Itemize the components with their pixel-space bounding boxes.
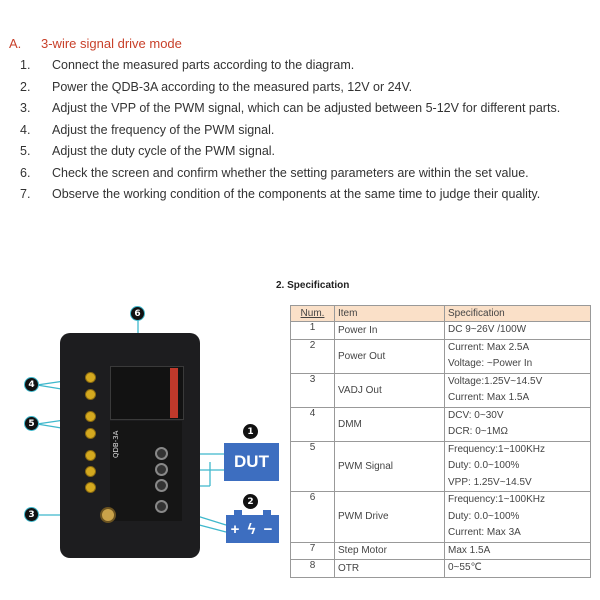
device-brand-strip: [170, 368, 178, 418]
step-text: Adjust the VPP of the PWM signal, which can be adjusted between 5-12V for different parts.: [52, 101, 561, 115]
section-title: 3-wire signal drive mode: [41, 36, 182, 51]
spec-line: Current: Max 3A: [448, 527, 521, 538]
device-panel: [110, 421, 182, 521]
cell-spec: [445, 492, 591, 543]
device-label: QDB-3A: [112, 430, 120, 458]
section-letter: A.: [9, 36, 22, 51]
port-terminal: [85, 389, 96, 400]
output-jack: [155, 479, 168, 492]
table-header-row: [291, 306, 591, 322]
step-text: Adjust the duty cycle of the PWM signal.: [52, 144, 276, 158]
cell-num: 5: [291, 441, 335, 492]
cell-item: Power In: [335, 322, 445, 340]
device-qdb-3a: [60, 333, 200, 558]
cell-spec: [445, 441, 591, 492]
port-terminal: [85, 482, 96, 493]
spec-line: DCV: 0~30V: [448, 409, 504, 421]
spec-line: DC 9~26V /100W: [448, 324, 527, 335]
table-row: [291, 542, 591, 560]
badge-1: 1: [243, 424, 258, 439]
cell-spec: [445, 322, 591, 340]
cell-spec: [445, 339, 591, 373]
cell-spec: [445, 560, 591, 578]
badge-2: 2: [243, 494, 258, 509]
spec-line: Voltage:1.25V~14.5V: [448, 375, 543, 387]
output-jack: [155, 447, 168, 460]
cell-spec: [445, 373, 591, 407]
adjust-knob: [100, 507, 116, 523]
column-header-item: Item: [335, 306, 445, 322]
step-text: Observe the working condition of the components at the same time to judge their quality.: [52, 187, 541, 201]
spec-line: VPP: 1.25V~14.5V: [448, 476, 532, 488]
badge-3: 3: [24, 507, 39, 522]
badge-5: 5: [24, 416, 39, 431]
table-row: [291, 492, 591, 543]
cell-num: 6: [291, 492, 335, 543]
spec-line: Current: Max 2.5A: [448, 341, 530, 353]
spec-line: Duty: 0.0~100%: [448, 460, 520, 471]
cell-num: 2: [291, 339, 335, 373]
dut-box: DUT: [224, 443, 279, 481]
spec-table-body: [291, 322, 591, 578]
table-row: [291, 407, 591, 441]
step-number: 6.: [20, 165, 31, 180]
spec-line: Duty: 0.0~100%: [448, 510, 520, 522]
cell-num: 4: [291, 407, 335, 441]
spec-line: Max 1.5A: [448, 544, 491, 556]
column-header-spec: Specification: [445, 306, 591, 322]
step-text: Adjust the frequency of the PWM signal.: [52, 122, 275, 137]
badge-6: 6: [130, 306, 145, 321]
step-text: Connect the measured parts according to the diagram.: [52, 58, 355, 72]
spec-line: Frequency:1~100KHz: [448, 443, 546, 455]
cell-item: Power Out: [335, 339, 445, 373]
table-row: [291, 560, 591, 578]
port-terminal: [85, 411, 96, 422]
badge-4: 4: [24, 377, 39, 392]
cell-item: VADJ Out: [335, 373, 445, 407]
cell-item: Step Motor: [335, 542, 445, 560]
cell-item: DMM: [335, 407, 445, 441]
cell-item: PWM Signal: [335, 441, 445, 492]
step-number: 1.: [20, 58, 31, 72]
cell-num: 3: [291, 373, 335, 407]
cell-spec: [445, 407, 591, 441]
port-terminal: [85, 450, 96, 461]
spec-line: Voltage: ~Power In: [448, 358, 533, 369]
spec-title: 2. Specification: [276, 280, 350, 291]
step-text: Power the QDB-3A according to the measured parts, 12V or 24V.: [52, 79, 413, 94]
cell-item: OTR: [335, 560, 445, 578]
port-terminal: [85, 372, 96, 383]
step-number: 2.: [20, 79, 31, 94]
spec-line: Frequency:1~100KHz: [448, 494, 546, 505]
spec-line: DCR: 0~1MΩ: [448, 426, 508, 437]
cell-spec: [445, 542, 591, 560]
cell-num: 7: [291, 542, 335, 560]
table-row: [291, 373, 591, 407]
table-row: [291, 441, 591, 492]
step-text: Check the screen and confirm whether the setting parameters are within the set value.: [52, 165, 529, 180]
step-number: 7.: [20, 187, 31, 201]
step-number: 3.: [20, 101, 31, 115]
port-terminal: [85, 466, 96, 477]
cell-num: 1: [291, 322, 335, 340]
port-terminal: [85, 428, 96, 439]
column-header-num: Num.: [291, 306, 335, 322]
step-number: 4.: [20, 122, 31, 137]
spec-line: 0~55℃: [448, 562, 482, 573]
table-row: [291, 322, 591, 340]
table-row: [291, 339, 591, 373]
power-jack: [155, 500, 168, 513]
step-number: 5.: [20, 144, 31, 158]
battery-icon: + ϟ −: [226, 515, 279, 543]
output-jack: [155, 463, 168, 476]
spec-table: [290, 305, 591, 578]
spec-line: Current: Max 1.5A: [448, 392, 530, 403]
cell-item: PWM Drive: [335, 492, 445, 543]
cell-num: 8: [291, 560, 335, 578]
